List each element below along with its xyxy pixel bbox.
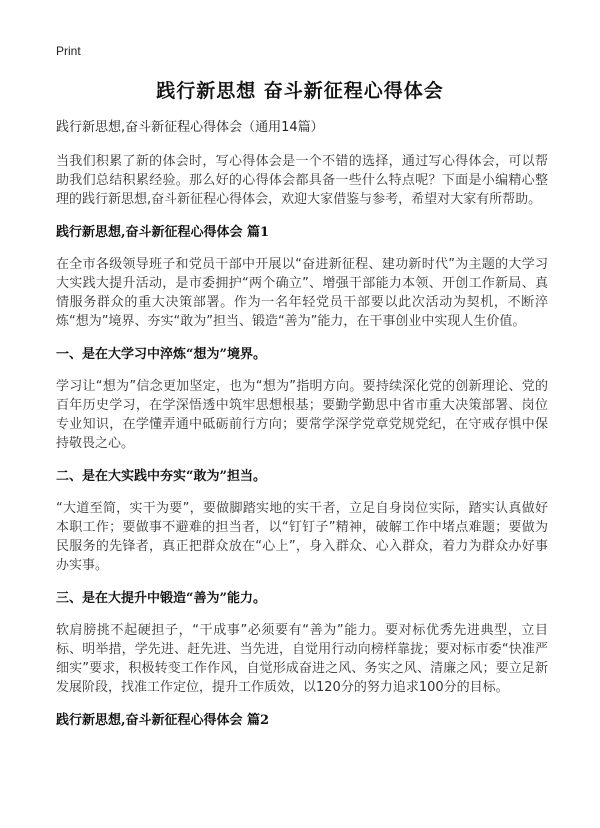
document-body — [56, 118, 548, 743]
point-heading-2: 二、是在大实践中夯实“敢为”担当。 — [56, 469, 266, 484]
intro-paragraph: 当我们积累了新的体会时，写心得体会是一个不错的选择，通过写心得体会，可以帮助我们总结积累经验。那么好的心得体会都具备一些什么特点呢？下面是小编精心整理的践行新思想,奋斗新征程心得体会，欢迎大家借鉴与参考，希望对大家有所帮助。 — [56, 154, 548, 207]
point-paragraph-1: 学习让“想为”信念更加坚定，也为“想为”指明方向。要持续深化党的创新理论、党的百年历史学习，在学深悟透中筑牢思想根基；要勤学勤思中省市重大决策部署、岗位专业知识，在学懂弄通中砥砺前行方向；要常学深学党章党规党纪，在守戒存惧中保持敬畏之心。 — [56, 379, 548, 451]
print-link[interactable]: Print — [56, 44, 81, 58]
document-title: 践行新思想 奋斗新征程心得体会 — [156, 80, 444, 102]
point-paragraph-2: “大道至简，实干为要”，要做脚踏实地的实干者，立足自身岗位实际，踏实认真做好本职工作；要做事不避难的担当者，以“钉钉子”精神，破解工作中堵点难题；要做为民服务的先锋者，真正把群众放在“心上”，身入群众、心入群众，着力为群众办好事办实事。 — [56, 501, 548, 573]
section-heading-2: 践行新思想,奋斗新征程心得体会 篇2 — [56, 713, 270, 728]
document-subtitle: 践行新思想,奋斗新征程心得体会（通用14篇） — [56, 120, 324, 135]
point-paragraph-3: 软肩膀挑不起硬担子，“干成事”必须要有“善为”能力。要对标优秀先进典型，立目标、明举措，学先进、赶先进、当先进，自觉用行动向榜样靠拢；要对标市委“快准严细实”要求，积极转变工作作风，自觉形成奋进之风、务实之风、清廉之风；要立足新发展阶段，找准工作定位，提升工作质效，以120分的努力追求100分的目标。 — [56, 623, 548, 695]
point-heading-3: 三、是在大提升中锻造“善为”能力。 — [56, 591, 266, 606]
section-paragraph-1: 在全市各级领导班子和党员干部中开展以“奋进新征程、建功新时代”为主题的大学习大实践大提升活动，是市委拥护“两个确立”、增强干部能力本领、开创工作新局、真情服务群众的重大决策部署。作为一名年轻党员干部要以此次活动为契机，不断淬炼“想为”境界、夯实“敢为”担当、锻造“善为”能力，在干事创业中实现人生价值。 — [56, 257, 548, 329]
section-heading-1: 践行新思想,奋斗新征程心得体会 篇1 — [56, 225, 270, 240]
point-heading-1: 一、是在大学习中淬炼“想为”境界。 — [56, 347, 266, 362]
